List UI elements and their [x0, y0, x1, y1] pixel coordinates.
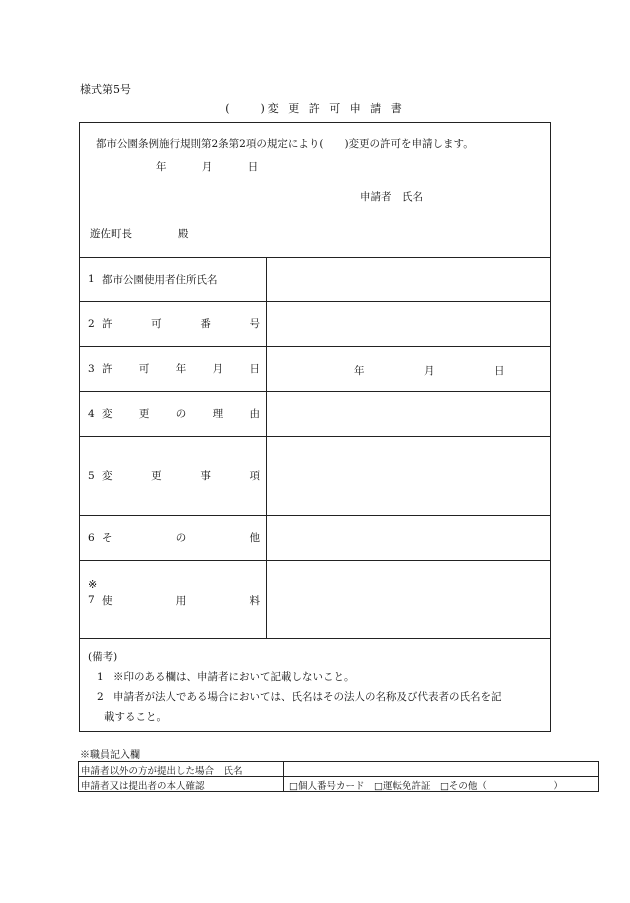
- row-number: 7: [88, 594, 95, 606]
- label-char: 更: [138, 408, 150, 420]
- label-char: 理: [212, 408, 224, 420]
- label-char: 可: [151, 318, 162, 330]
- staff-section-title: ※職員記入欄: [80, 750, 140, 761]
- label-char: 使: [102, 594, 113, 607]
- row-number: 5: [88, 469, 95, 482]
- identity-check-label: 申請者又は提出者の本人確認: [81, 781, 205, 792]
- intro-statement: 都市公園条例施行規則第2条第2項の規定により( )変更の許可を申請します。: [96, 138, 474, 150]
- label-char: の: [175, 408, 187, 420]
- applicant-name-label: 申請者 氏名: [360, 191, 423, 203]
- row-number: 3: [88, 362, 95, 375]
- label-char: 事: [200, 470, 211, 482]
- label-char: 変: [102, 470, 113, 482]
- document-title: ( )変 更 許 可 申 請 書: [225, 102, 405, 115]
- label-char: 番: [200, 318, 211, 330]
- row-number: 4: [88, 407, 95, 420]
- label-char: 変: [102, 408, 113, 420]
- permit-day-label: 日: [494, 365, 505, 377]
- row-permit-date: [88, 346, 260, 391]
- row-user-address-name: [88, 257, 260, 301]
- row-divider: [80, 560, 550, 561]
- note-2: [97, 689, 502, 704]
- note-number: 1: [97, 671, 104, 683]
- label-char: 月: [212, 363, 224, 375]
- label-char: 用: [175, 594, 187, 607]
- label-char: 年: [175, 363, 187, 375]
- note-number: 2: [97, 691, 104, 703]
- row-number: 1: [88, 273, 95, 285]
- label-char: の: [175, 532, 187, 544]
- label-char: 料: [249, 594, 260, 607]
- honorific: 殿: [178, 228, 189, 240]
- row-divider: [80, 638, 550, 639]
- form-number: 様式第5号: [80, 83, 131, 96]
- row-change-items: [88, 436, 260, 515]
- date-year-label: 年: [156, 161, 167, 173]
- label-char: 日: [249, 363, 260, 375]
- identity-check-options: □個人番号カード □運転免許証 □その他（ ）: [289, 781, 563, 792]
- date-day-label: 日: [247, 161, 259, 173]
- proxy-submitter-label: 申請者以外の方が提出した場合 氏名: [81, 766, 243, 777]
- application-form-table: [79, 122, 551, 732]
- label-char: 許: [102, 363, 113, 375]
- note-text: 申請者が法人である場合においては、氏名はその法人の名称及び代表者の氏名を記: [113, 691, 502, 703]
- permit-month-label: 月: [424, 365, 435, 377]
- label-char: 項: [249, 470, 260, 482]
- staff-only-mark: ※: [88, 578, 98, 591]
- label-char: 他: [249, 532, 260, 544]
- label-char: そ: [102, 532, 113, 544]
- staff-entry-table: [78, 761, 599, 792]
- addressee-name: 遊佐町長: [90, 228, 132, 240]
- date-month-label: 月: [201, 161, 213, 173]
- column-divider: [283, 762, 284, 791]
- permit-year-label: 年: [354, 365, 365, 377]
- notes-heading: (備考): [88, 651, 118, 663]
- addressee: [90, 226, 189, 241]
- row-permit-number: [88, 301, 260, 346]
- row-label-text: 都市公園使用者住所氏名: [102, 273, 218, 286]
- note-1: [97, 669, 355, 684]
- label-char: 許: [102, 318, 113, 330]
- label-char: 可: [138, 363, 150, 375]
- label-char: 由: [249, 408, 260, 420]
- note-2-continued: 載すること。: [104, 711, 167, 723]
- row-number: 6: [88, 531, 95, 544]
- label-char: 更: [151, 470, 162, 482]
- note-text: ※印のある欄は、申請者において記載しないこと。: [113, 671, 355, 683]
- application-date: [156, 159, 290, 174]
- row-number: 2: [88, 317, 95, 330]
- row-change-reason: [88, 391, 260, 436]
- row-usage-fee: [88, 590, 260, 610]
- row-other: [88, 515, 260, 560]
- column-divider: [266, 257, 267, 638]
- label-char: 号: [249, 318, 260, 330]
